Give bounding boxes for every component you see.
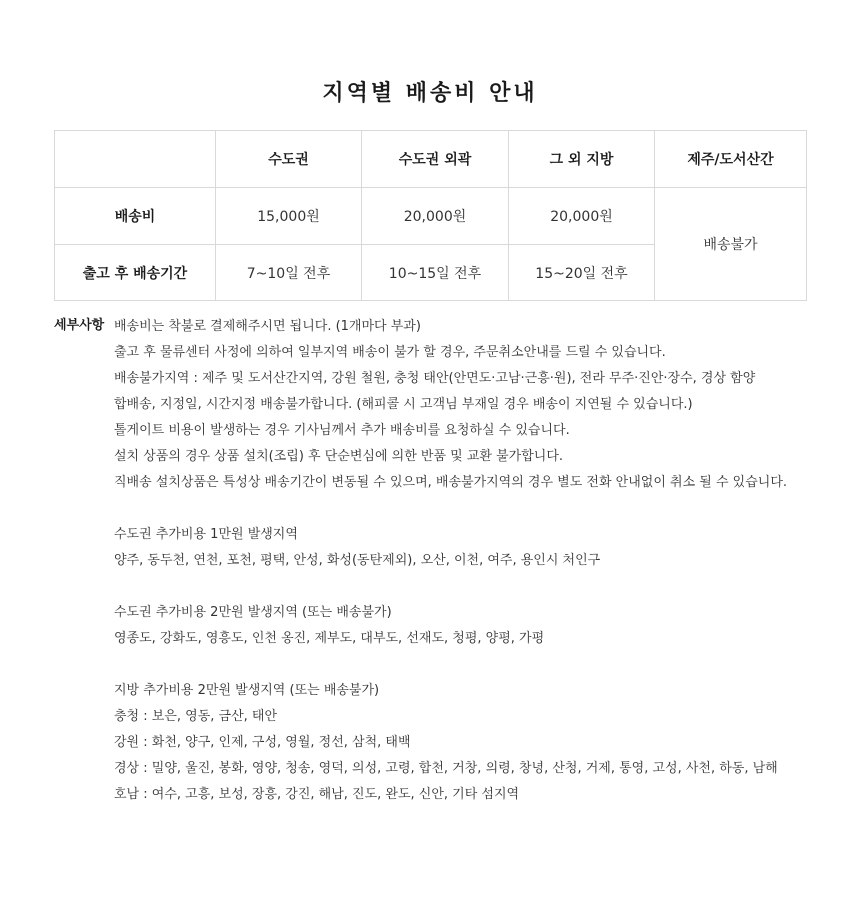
jeju-no-delivery-cell: 배송불가 xyxy=(655,188,807,301)
fee-other-regions: 20,000원 xyxy=(509,188,655,245)
details-lines xyxy=(114,314,854,808)
shipping-fee-table xyxy=(54,130,807,301)
period-capital-outskirts: 10~15일 전후 xyxy=(362,245,509,301)
spacer xyxy=(114,574,854,600)
detail-note: 톨게이트 비용이 발생하는 경우 기사님께서 추가 배송비를 요청하실 수 있습니다. xyxy=(114,423,570,438)
header-capital-outskirts: 수도권 외곽 xyxy=(362,131,509,188)
fee-capital-outskirts: 20,000원 xyxy=(362,188,509,245)
detail-note: 출고 후 물류센터 사정에 의하여 일부지역 배송이 불가 할 경우, 주문취소안내를 드릴 수 있습니다. xyxy=(114,345,666,360)
detail-note: 설치 상품의 경우 상품 설치(조립) 후 단순변심에 의한 반품 및 교환 불가합니다. xyxy=(114,449,564,464)
details-label: 세부사항 xyxy=(54,318,105,333)
header-other-regions: 그 외 지방 xyxy=(509,131,655,188)
spacer xyxy=(114,652,854,678)
capital-20k-heading: 수도권 추가비용 2만원 발생지역 (또는 배송불가) xyxy=(114,605,392,620)
table-row xyxy=(55,188,807,245)
capital-10k-heading: 수도권 추가비용 1만원 발생지역 xyxy=(114,527,298,542)
table-corner-cell xyxy=(55,131,216,188)
capital-10k-areas: 양주, 동두천, 연천, 포천, 평택, 안성, 화성(동탄제외), 오산, 이천, 여주, 용인시 처인구 xyxy=(114,553,601,568)
local-region-chungcheong: 충청 : 보은, 영동, 금산, 태안 xyxy=(114,709,278,724)
spacer xyxy=(114,496,854,522)
period-other-regions: 15~20일 전후 xyxy=(509,245,655,301)
header-capital: 수도권 xyxy=(216,131,362,188)
detail-note: 배송불가지역 : 제주 및 도서산간지역, 강원 철원, 충청 태안(안면도·고남·근흥·원), 전라 무주·진안·장수, 경상 함양 xyxy=(114,371,756,386)
header-jeju-islands: 제주/도서산간 xyxy=(655,131,807,188)
capital-20k-areas: 영종도, 강화도, 영흥도, 인천 옹진, 제부도, 대부도, 선재도, 청평, 양평, 가평 xyxy=(114,631,545,646)
local-region-honam: 호남 : 여수, 고흥, 보성, 장흥, 강진, 해남, 진도, 완도, 신안, 기타 섬지역 xyxy=(114,787,520,802)
row-label-shipping-fee: 배송비 xyxy=(55,188,216,245)
local-20k-heading: 지방 추가비용 2만원 발생지역 (또는 배송불가) xyxy=(114,683,380,698)
detail-note: 합배송, 지정일, 시간지정 배송불가합니다. (해피콜 시 고객님 부재일 경우 배송이 지연될 수 있습니다.) xyxy=(114,397,693,412)
detail-note: 직배송 설치상품은 특성상 배송기간이 변동될 수 있으며, 배송불가지역의 경우 별도 전화 안내없이 취소 될 수 있습니다. xyxy=(114,475,788,490)
page-title: 지역별 배송비 안내 xyxy=(322,81,538,106)
local-region-gangwon: 강원 : 화천, 양구, 인제, 구성, 영월, 정선, 삼척, 태백 xyxy=(114,735,411,750)
local-region-gyeongsang: 경상 : 밀양, 울진, 봉화, 영양, 청송, 영덕, 의성, 고령, 합천, 거창, 의령, 창녕, 산청, 거제, 통영, 고성, 사천, 하동, 남해 xyxy=(114,761,778,776)
detail-note: 배송비는 착불로 결제해주시면 됩니다. (1개마다 부과) xyxy=(114,319,421,334)
row-label-delivery-period: 출고 후 배송기간 xyxy=(55,245,216,301)
table-header-row xyxy=(55,131,807,188)
period-capital: 7~10일 전후 xyxy=(216,245,362,301)
fee-capital: 15,000원 xyxy=(216,188,362,245)
